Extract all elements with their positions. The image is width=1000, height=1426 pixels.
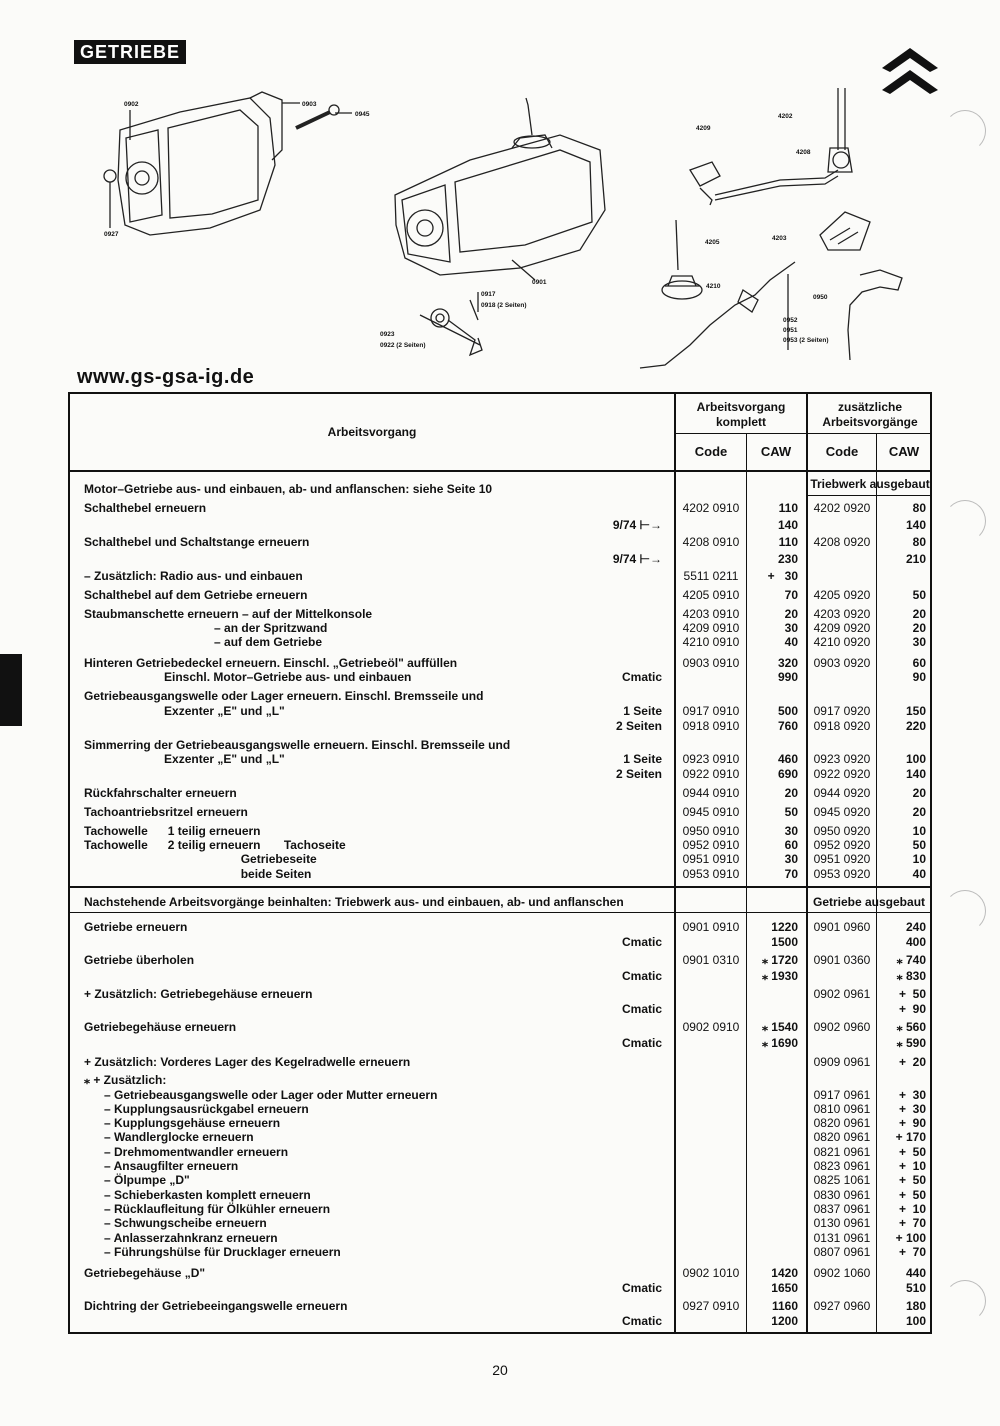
row-code-additional: 0820 0961 xyxy=(813,1116,871,1130)
row-caw-additional: 240 xyxy=(905,920,926,934)
row-caw-complete: + 30 xyxy=(767,569,798,583)
row-caw-additional: 40 xyxy=(912,867,926,881)
row-description: Dichtring der Getriebeeingangswelle erneuern xyxy=(84,1299,348,1313)
row-code-additional: 0810 0961 xyxy=(813,1102,871,1116)
row-caw-additional: 20 xyxy=(912,607,926,621)
hole-punch-mark xyxy=(944,500,986,542)
row-code-additional: 0131 0961 xyxy=(813,1231,871,1245)
row-code-additional: 0918 0920 xyxy=(813,719,871,733)
row-description: – Schieberkasten komplett erneuern xyxy=(84,1188,311,1202)
row-caw-complete: 690 xyxy=(777,767,798,781)
row-code-complete: 4208 0910 xyxy=(682,535,740,549)
row-caw-complete: 20 xyxy=(784,786,798,800)
row-description: + Zusätzlich: Vorderes Lager des Kegelradwelle erneuern xyxy=(84,1055,411,1069)
row-caw-additional: 140 xyxy=(905,518,926,532)
hole-punch-mark xyxy=(944,110,986,152)
callout-4210: 4210 xyxy=(706,283,721,290)
row-caw-additional: 90 xyxy=(912,670,926,684)
col-header-caw-1: CAW xyxy=(760,444,792,459)
callout-0923: 0923 xyxy=(380,331,395,338)
row-code-additional: 0820 0961 xyxy=(813,1130,871,1144)
row-description: Getriebegehäuse „D" xyxy=(84,1266,206,1280)
row-description: – Drehmomentwandler erneuern xyxy=(84,1145,289,1159)
row-code-additional: 0807 0961 xyxy=(813,1245,871,1259)
row-description: – Führungshülse für Drucklager erneuern xyxy=(84,1245,341,1259)
row-caw-complete: 1200 xyxy=(771,1314,798,1328)
row-code-complete: 5511 0211 xyxy=(683,569,739,583)
callout-0917: 0917 xyxy=(481,291,496,298)
row-description: Hinteren Getriebedeckel erneuern. Einschl. „Getriebeöl" auffüllen xyxy=(84,656,458,670)
row-code-complete: 0922 0910 xyxy=(682,767,740,781)
group-header-complete: Arbeitsvorgang komplett xyxy=(696,400,786,429)
row-code-additional: 0130 0961 xyxy=(813,1216,871,1230)
row-code-complete: 0903 0910 xyxy=(682,656,740,670)
row-caw-additional: + 50 xyxy=(898,1188,926,1202)
row-caw-additional: 50 xyxy=(912,588,926,602)
row-description: – an der Spritzwand xyxy=(84,621,328,635)
row-caw-additional: 20 xyxy=(912,805,926,819)
row-code-complete: 4202 0910 xyxy=(682,501,740,515)
row-caw-complete: 760 xyxy=(777,719,798,733)
row-caw-additional: + 90 xyxy=(898,1002,926,1016)
website-url: www.gs-gsa-ig.de xyxy=(77,366,255,388)
callout-0903: 0903 xyxy=(302,101,317,108)
row-variant: Cmatic xyxy=(621,935,662,949)
row-code-additional: 0830 0961 xyxy=(813,1188,871,1202)
row-caw-additional: 100 xyxy=(905,1314,926,1328)
row-description: – Kupplungsgehäuse erneuern xyxy=(84,1116,281,1130)
row-code-additional: 0837 0961 xyxy=(813,1202,871,1216)
row-code-additional: 4210 0920 xyxy=(813,635,871,649)
row-code-complete: 4203 0910 xyxy=(682,607,740,621)
row-code-additional: 0901 0960 xyxy=(813,920,871,934)
row-caw-additional: + 70 xyxy=(898,1216,926,1230)
row-code-additional: 0902 1060 xyxy=(813,1266,871,1280)
row-caw-complete: 50 xyxy=(784,805,798,819)
row-caw-complete: 320 xyxy=(777,656,798,670)
row-code-additional: 0917 0961 xyxy=(813,1088,871,1102)
row-code-additional: 0953 0920 xyxy=(813,867,871,881)
row-code-additional: 0923 0920 xyxy=(813,752,871,766)
row-caw-additional: ⁎ 740 xyxy=(896,953,926,967)
page-number: 20 xyxy=(492,1362,508,1378)
row-variant: Cmatic xyxy=(621,1281,662,1295)
row-variant: Cmatic xyxy=(621,969,662,983)
row-code-additional: 0903 0920 xyxy=(813,656,871,670)
row-caw-additional: 150 xyxy=(905,704,926,718)
row-caw-additional: 210 xyxy=(905,552,926,566)
row-description: Tachowelle 1 teilig erneuern xyxy=(84,824,261,838)
row-code-additional: 0909 0961 xyxy=(813,1055,871,1069)
row-caw-additional: + 10 xyxy=(898,1202,926,1216)
row-caw-additional: 10 xyxy=(912,852,926,866)
row-code-additional: 0944 0920 xyxy=(813,786,871,800)
row-caw-complete: 500 xyxy=(777,704,798,718)
section-label: GETRIEBE xyxy=(74,40,186,64)
row-caw-additional: 50 xyxy=(912,838,926,852)
callout-4208: 4208 xyxy=(796,149,811,156)
row-caw-complete: 110 xyxy=(778,535,798,549)
row-code-complete: 4205 0910 xyxy=(682,588,740,602)
col-header-description: Arbeitsvorgang xyxy=(327,425,417,439)
row-description: Motor–Getriebe aus- und einbauen, ab- und anflanschen: siehe Seite 10 xyxy=(84,482,493,496)
row-variant: 2 Seiten xyxy=(615,719,662,733)
row-code-complete: 0927 0910 xyxy=(682,1299,740,1313)
row-caw-additional: 30 xyxy=(912,635,926,649)
row-code-complete: 0945 0910 xyxy=(682,805,740,819)
table-rule xyxy=(808,495,932,496)
row-caw-additional: + 170 xyxy=(895,1130,926,1144)
row-caw-additional: 100 xyxy=(905,752,926,766)
row-code-additional: 0821 0961 xyxy=(813,1145,871,1159)
page-edge-tab xyxy=(0,654,22,726)
callout-0952: 0952 xyxy=(783,317,798,324)
row-caw-additional: 440 xyxy=(905,1266,926,1280)
callout-4205: 4205 xyxy=(705,239,720,246)
callout-4209: 4209 xyxy=(696,125,711,132)
row-code-complete: 0901 0310 xyxy=(682,953,740,967)
row-description: Tachowelle 2 teilig erneuern Tachoseite xyxy=(84,838,346,852)
row-variant: 1 Seite xyxy=(623,704,662,718)
row-caw-complete: 70 xyxy=(784,867,798,881)
row-description: Schalthebel erneuern xyxy=(84,501,207,515)
row-caw-additional: ⁎ 560 xyxy=(896,1020,926,1034)
row-description: – Rücklaufleitung für Ölkühler erneuern xyxy=(84,1202,331,1216)
row-code-complete: 0902 0910 xyxy=(682,1020,740,1034)
row-code-complete: 0917 0910 xyxy=(682,704,740,718)
row-caw-additional: 20 xyxy=(912,786,926,800)
table-rule xyxy=(68,912,932,913)
row-description: – Wandlerglocke erneuern xyxy=(84,1130,254,1144)
callout-4202: 4202 xyxy=(778,113,793,120)
callout-0953: 0953 (2 Seiten) xyxy=(783,337,829,344)
row-description: Exzenter „E" und „L" xyxy=(84,704,285,718)
row-code-additional: 4203 0920 xyxy=(813,607,871,621)
row-description: Tachoantriebsritzel erneuern xyxy=(84,805,248,819)
row-description: Simmerring der Getriebeausgangswelle erneuern. Einschl. Bremsseile und xyxy=(84,738,511,752)
callout-0902: 0902 xyxy=(124,101,139,108)
row-description: Getriebe überholen xyxy=(84,953,195,967)
col-header-caw-2: CAW xyxy=(888,444,920,459)
row-caw-complete: 990 xyxy=(777,670,798,684)
row-code-additional: 0922 0920 xyxy=(813,767,871,781)
row-code-additional: 0945 0920 xyxy=(813,805,871,819)
row-caw-complete: 30 xyxy=(784,621,798,635)
row-caw-additional: 10 xyxy=(912,824,926,838)
row-code-complete: 0950 0910 xyxy=(682,824,740,838)
callout-0950: 0950 xyxy=(813,294,828,301)
row-caw-additional: 510 xyxy=(905,1281,926,1295)
row-description: beide Seiten xyxy=(84,867,312,881)
row-code-complete: 0944 0910 xyxy=(682,786,740,800)
row-caw-additional: 220 xyxy=(905,719,926,733)
row-code-additional: 0825 1061 xyxy=(813,1173,871,1187)
row-caw-complete: 140 xyxy=(777,518,798,532)
row-code-complete: 4210 0910 xyxy=(682,635,740,649)
row-caw-additional: + 50 xyxy=(898,1173,926,1187)
row-caw-additional: + 90 xyxy=(898,1116,926,1130)
row-caw-additional: 140 xyxy=(905,767,926,781)
row-code-complete: 0951 0910 xyxy=(682,852,740,866)
row-description: Einschl. Motor–Getriebe aus- und einbauen xyxy=(84,670,412,684)
row-description: – Ölpumpe „D" xyxy=(84,1173,190,1187)
row-code-complete: 0901 0910 xyxy=(682,920,740,934)
row-description: – Schwungscheibe erneuern xyxy=(84,1216,267,1230)
row-variant: 2 Seiten xyxy=(615,767,662,781)
row-description: – Kupplungsausrückgabel erneuern xyxy=(84,1102,309,1116)
callout-0945: 0945 xyxy=(355,111,370,118)
callout-0922: 0922 (2 Seiten) xyxy=(380,342,426,349)
row-code-additional: 0917 0920 xyxy=(813,704,871,718)
row-caw-complete: 70 xyxy=(784,588,798,602)
row-description: – Ansaugfilter erneuern xyxy=(84,1159,239,1173)
row-code-additional: 0927 0960 xyxy=(813,1299,871,1313)
row-description: Getriebe erneuern xyxy=(84,920,188,934)
row-caw-complete: 40 xyxy=(784,635,798,649)
row-caw-complete: 230 xyxy=(777,552,798,566)
row-caw-additional: + 50 xyxy=(898,987,926,1001)
row-code-additional: 4205 0920 xyxy=(813,588,871,602)
row-variant: 9/74 ⊢→ xyxy=(612,518,662,532)
row-caw-complete: 30 xyxy=(784,824,798,838)
row-description: Staubmanschette erneuern – auf der Mittelkonsole xyxy=(84,607,373,621)
row-code-additional: 0951 0920 xyxy=(813,852,871,866)
row-code-additional: 4208 0920 xyxy=(813,535,871,549)
row-caw-complete: 1500 xyxy=(771,935,798,949)
row-description: – Getriebeausgangswelle oder Lager oder Mutter erneuern xyxy=(84,1088,438,1102)
row-caw-additional: ⁎ 830 xyxy=(896,969,926,983)
row-variant: Cmatic xyxy=(621,1002,662,1016)
row-description: Schalthebel auf dem Getriebe erneuern xyxy=(84,588,308,602)
row-caw-complete: 460 xyxy=(777,752,798,766)
row-variant: Cmatic xyxy=(621,1314,662,1328)
callout-0918: 0918 (2 Seiten) xyxy=(481,302,527,309)
gearbox-illustration xyxy=(0,0,1000,380)
row-code-complete: 0923 0910 xyxy=(682,752,740,766)
row-caw-additional: + 20 xyxy=(898,1055,926,1069)
row-code-additional: 0823 0961 xyxy=(813,1159,871,1173)
row-caw-complete: 20 xyxy=(784,607,798,621)
row-variant: 9/74 ⊢→ xyxy=(612,552,662,566)
row-code-additional: 0902 0960 xyxy=(813,1020,871,1034)
row-code-additional: 0902 0961 xyxy=(813,987,871,1001)
row-caw-additional: 60 xyxy=(912,656,926,670)
row-caw-complete: ⁎ 1540 xyxy=(761,1020,798,1034)
row-code-complete: 0953 0910 xyxy=(682,867,740,881)
row-description: Getriebeausgangswelle oder Lager erneuern. Einschl. Bremsseile und xyxy=(84,689,484,703)
row-code-complete: 0918 0910 xyxy=(682,719,740,733)
row-caw-complete: 1160 xyxy=(771,1299,798,1313)
row-caw-additional: 80 xyxy=(912,501,926,515)
row-description: + Zusätzlich: Getriebegehäuse erneuern xyxy=(84,987,313,1001)
section-label-gearbox-removed: Getriebe ausgebaut xyxy=(812,895,926,909)
row-description: Exzenter „E" und „L" xyxy=(84,752,285,766)
row-variant: Cmatic xyxy=(621,1036,662,1050)
row-description: Getriebegehäuse erneuern xyxy=(84,1020,237,1034)
col-header-code-2: Code xyxy=(825,444,859,459)
row-caw-additional: + 70 xyxy=(898,1245,926,1259)
row-code-complete: 4209 0910 xyxy=(682,621,740,635)
row-caw-additional: + 50 xyxy=(898,1145,926,1159)
row-code-additional: 0950 0920 xyxy=(813,824,871,838)
group-header-additional: zusätzliche Arbeitsvorgänge xyxy=(822,400,918,429)
row-variant: 1 Seite xyxy=(623,752,662,766)
row-caw-additional: ⁎ 590 xyxy=(896,1036,926,1050)
row-caw-complete: ⁎ 1690 xyxy=(761,1036,798,1050)
table-rule xyxy=(68,470,932,472)
row-caw-complete: ⁎ 1720 xyxy=(761,953,798,967)
table-rule xyxy=(68,886,932,888)
row-caw-complete: 1420 xyxy=(771,1266,798,1280)
row-caw-additional: 20 xyxy=(912,621,926,635)
row-caw-additional: + 30 xyxy=(898,1102,926,1116)
row-caw-additional: 80 xyxy=(912,535,926,549)
row-caw-complete: 30 xyxy=(784,852,798,866)
row-code-additional: 4202 0920 xyxy=(813,501,871,515)
row-description: Rückfahrschalter erneuern xyxy=(84,786,237,800)
row-caw-complete: 1220 xyxy=(771,920,798,934)
row-caw-additional: + 30 xyxy=(898,1088,926,1102)
col-header-code-1: Code xyxy=(694,444,728,459)
row-caw-additional: 180 xyxy=(905,1299,926,1313)
row-code-additional: 4209 0920 xyxy=(813,621,871,635)
row-code-complete: 0902 1010 xyxy=(682,1266,740,1280)
row-caw-complete: ⁎ 1930 xyxy=(761,969,798,983)
row-description: – Anlasserzahnkranz erneuern xyxy=(84,1231,278,1245)
row-description: – auf dem Getriebe xyxy=(84,635,323,649)
callout-0901: 0901 xyxy=(532,279,547,286)
row-code-additional: 0901 0360 xyxy=(813,953,871,967)
row-caw-complete: 1650 xyxy=(771,1281,798,1295)
row-caw-additional: 400 xyxy=(905,935,926,949)
row-code-additional: 0952 0920 xyxy=(813,838,871,852)
callout-0927: 0927 xyxy=(104,231,119,238)
row-description: ⁎ + Zusätzlich: xyxy=(84,1073,167,1087)
callout-0951: 0951 xyxy=(783,327,798,334)
row-variant: Cmatic xyxy=(621,670,662,684)
row-caw-additional: + 10 xyxy=(898,1159,926,1173)
row-code-complete: 0952 0910 xyxy=(682,838,740,852)
hole-punch-mark xyxy=(944,890,986,932)
table-rule xyxy=(676,433,932,434)
section-note: Nachstehende Arbeitsvorgänge beinhalten: Triebwerk aus- und einbauen, ab- und anflanschen xyxy=(84,895,624,909)
row-description: Schalthebel und Schaltstange erneuern xyxy=(84,535,310,549)
row-caw-additional: + 100 xyxy=(895,1231,926,1245)
row-caw-complete: 110 xyxy=(778,501,798,515)
row-description: – Zusätzlich: Radio aus- und einbauen xyxy=(84,569,303,583)
row-description: Getriebeseite xyxy=(84,852,317,866)
callout-4203: 4203 xyxy=(772,235,787,242)
section-label-engine-removed: Triebwerk ausgebaut xyxy=(810,477,930,491)
hole-punch-mark xyxy=(944,1280,986,1322)
row-caw-complete: 60 xyxy=(784,838,798,852)
